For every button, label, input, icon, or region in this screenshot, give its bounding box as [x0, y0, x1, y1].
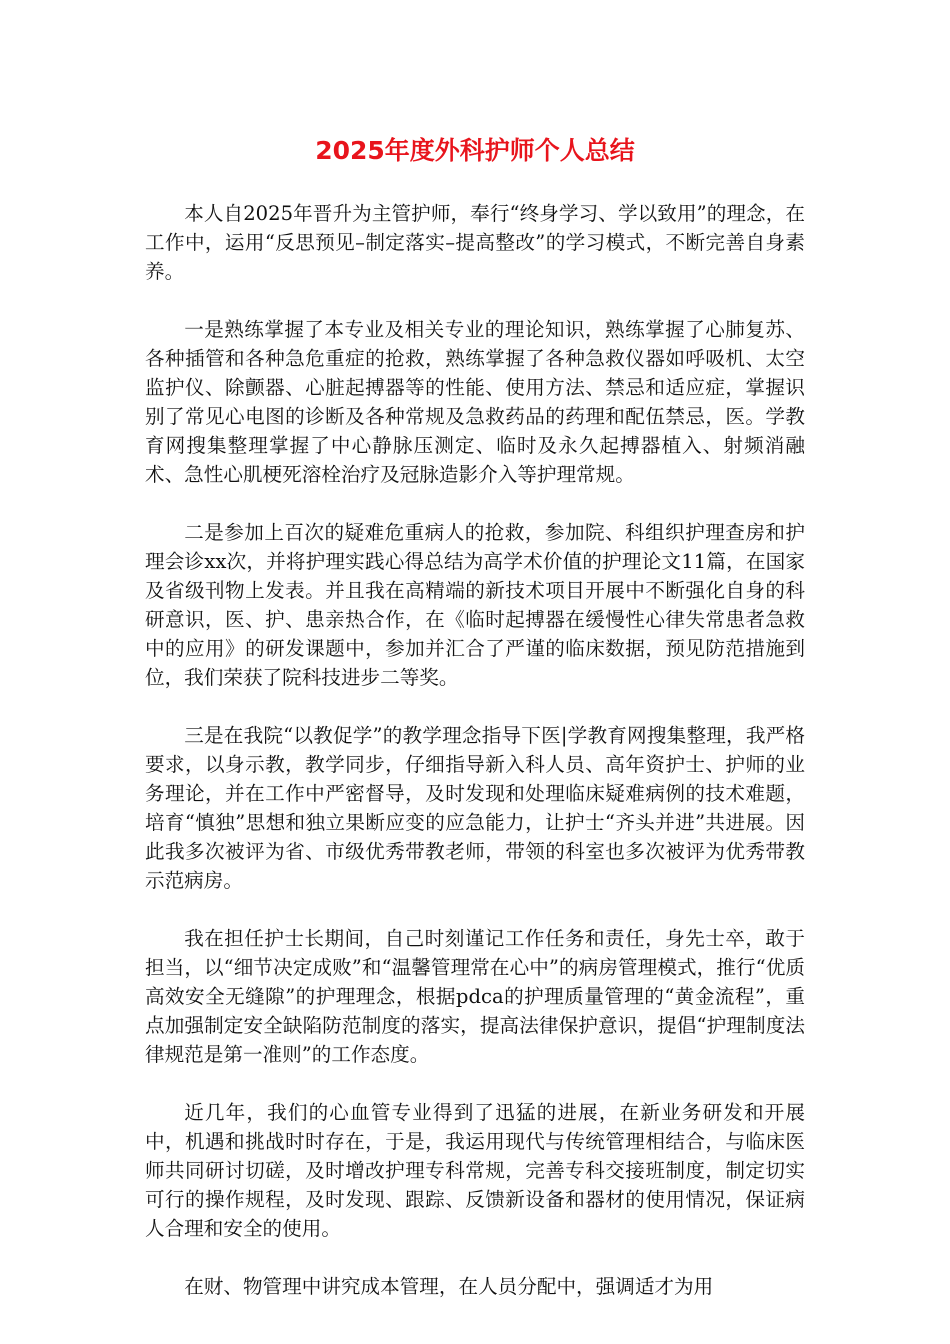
paragraph-teaching: 三是在我院“以教促学”的教学理念指导下医|学教育网搜集整理，我严格要求，以身示教，教学同步，仔细指导新入科人员、高年资护士、护师的业务理论，并在工作中严密督导，及时发现和处理临床疑难病例的技术难题，培育“慎独”思想和独立果断应变的应急能力，让护士“齐头并进”共进展。因此我多次被评为省、市级优秀带教老师，带领的科室也多次被评为优秀带教示范病房。 — [145, 724, 805, 892]
document-title: 2025年度外科护师个人总结 — [315, 136, 635, 165]
paragraph-rescue-research: 二是参加上百次的疑难危重病人的抢救，参加院、科组织护理查房和护理会诊xx次，并将护理实践心得总结为高学术价值的护理论文11篇，在国家及省级刊物上发表。并且我在高精端的新技术项目开展中不断强化自身的科研意识，医、护、患亲热合作，在《临时起搏器在缓慢性心律失常患者急救中的应用》的研发课题中，参加并汇合了严谨的临床数据，预见防范措施到位，我们荣获了院科技进步二等奖。 — [145, 521, 805, 689]
document-body — [145, 199, 805, 1330]
paragraph-cardiology-development: 近几年，我们的心血管专业得到了迅猛的进展，在新业务研发和开展中，机遇和挑战时时存在，于是，我运用现代与传统管理相结合，与临床医师共同研讨切磋，及时增改护理专科常规，完善专科交接班制度，制定切实可行的操作规程，及时发现、跟踪、反馈新设备和器材的使用情况，保证病人合理和安全的使用。 — [145, 1101, 805, 1240]
paragraph-theory-knowledge: 一是熟练掌握了本专业及相关专业的理论知识，熟练掌握了心肺复苏、各种插管和各种急危重症的抢救，熟练掌握了各种急救仪器如呼吸机、太空监护仪、除颤器、心脏起搏器等的性能、使用方法、禁忌和适应症，掌握识别了常见心电图的诊断及各种常规及急救药品的药理和配伍禁忌，医。学教育网搜集整理掌握了中心静脉压测定、临时及永久起搏器植入、射频消融术、急性心肌梗死溶栓治疗及冠脉造影介入等护理常规。 — [145, 318, 805, 486]
paragraph-head-nurse: 我在担任护士长期间，自己时刻谨记工作任务和责任，身先士卒，敢于担当，以“细节决定成败”和“温馨管理常在心中”的病房管理模式，推行“优质高效安全无缝隙”的护理理念，根据pdca的护理质量管理的“黄金流程”，重点加强制定安全缺陷防范制度的落实，提高法律保护意识，提倡“护理制度法律规范是第一准则”的工作态度。 — [145, 927, 805, 1066]
paragraph-cost-management: 在财、物管理中讲究成本管理，在人员分配中，强调适才为用 — [184, 1275, 714, 1298]
paragraph-intro: 本人自2025年晋升为主管护师，奉行“终身学习、学以致用”的理念，在工作中，运用“反思预见–制定落实–提高整改”的学习模式，不断完善自身素养。 — [145, 202, 805, 283]
